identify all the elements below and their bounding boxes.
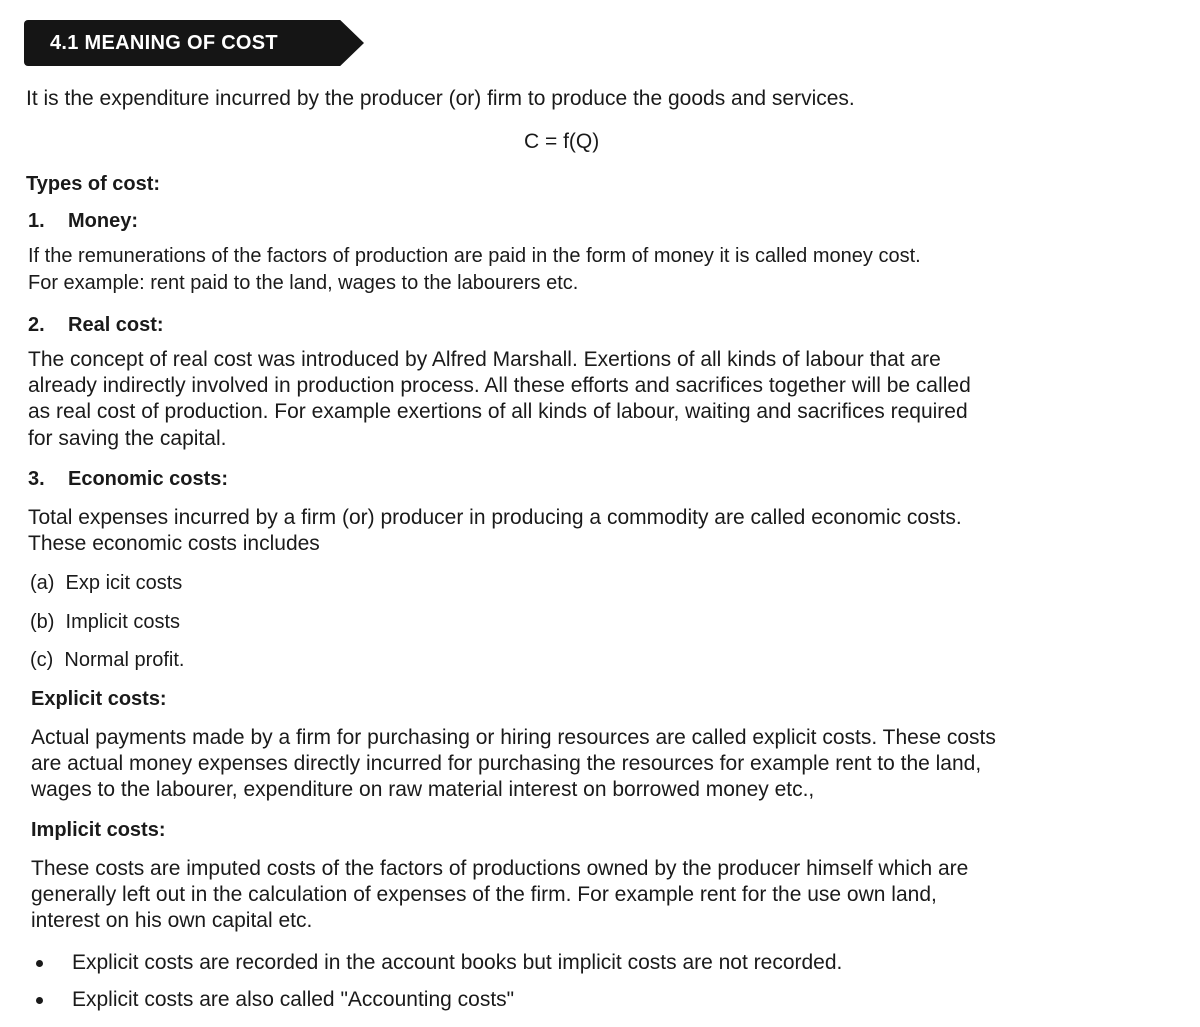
real-cost-line-2: already indirectly involved in production process. All these efforts and sacrifices together will be called [28,374,971,397]
implicit-costs-line-3: interest on his own capital etc. [31,909,313,932]
explicit-costs-line-2: are actual money expenses directly incurred for purchasing the resources for example rent to the land, [31,752,982,775]
money-heading [28,208,138,234]
section-heading: 4.1 MEANING OF COST [50,32,278,54]
bullet-marker [36,960,43,967]
real-cost-line-4: for saving the capital. [28,427,227,450]
bullet-item: Explicit costs are recorded in the account books but implicit costs are not recorded. [72,951,843,974]
economic-costs-title: Economic costs: [68,468,229,490]
bullet-item: Explicit costs are also called "Accounting costs" [72,988,515,1011]
implicit-costs-line-2: generally left out in the calculation of expenses of the firm. For example rent for the use own land, [31,883,937,906]
explicit-costs-line-1: Actual payments made by a firm for purchasing or hiring resources are called explicit costs. These costs [31,726,996,749]
money-number: 1. [28,210,45,232]
economic-costs-item-c: (c) Normal profit. [30,649,185,671]
economic-costs-item-b: (b) Implicit costs [30,611,181,633]
implicit-costs-line-1: These costs are imputed costs of the factors of productions owned by the producer himself which are [31,857,969,880]
real-cost-title: Real cost: [68,314,164,336]
money-line-2: For example: rent paid to the land, wages to the labourers etc. [28,272,579,294]
types-heading: Types of cost: [26,173,161,195]
real-cost-line-1: The concept of real cost was introduced by Alfred Marshall. Exertions of all kinds of labour that are [28,348,941,371]
economic-costs-item-a: (a) Exp icit costs [30,572,183,594]
bullet-marker [36,997,43,1004]
money-line-1: If the remunerations of the factors of production are paid in the form of money it is called money cost. [28,245,921,267]
economic-costs-line-2: These economic costs includes [28,532,320,555]
explicit-costs-line-3: wages to the labourer, expenditure on raw material interest on borrowed money etc., [31,778,815,801]
economic-costs-line-1: Total expenses incurred by a firm (or) producer in producing a commodity are called economic costs. [28,506,962,529]
money-title: Money: [68,210,138,232]
real-cost-heading [28,312,164,338]
definition-text: It is the expenditure incurred by the producer (or) firm to produce the goods and services. [26,87,855,110]
economic-costs-heading [28,466,228,492]
real-cost-line-3: as real cost of production. For example exertions of all kinds of labour, waiting and sacrifices required [28,400,968,423]
real-cost-number: 2. [28,314,45,336]
economic-costs-number: 3. [28,468,45,490]
explicit-costs-heading: Explicit costs: [31,688,167,710]
cost-formula: C = f(Q) [524,130,600,153]
implicit-costs-heading: Implicit costs: [31,819,166,841]
